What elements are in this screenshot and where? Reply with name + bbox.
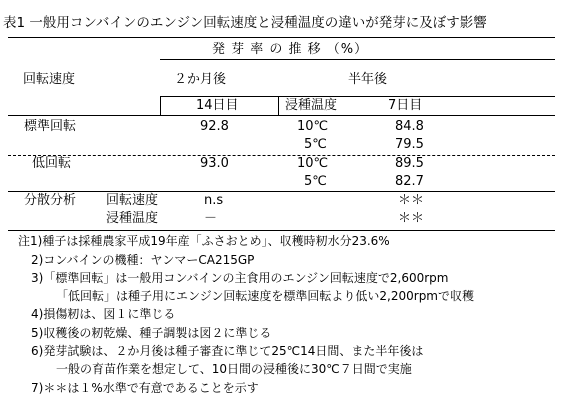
header-2months: ２か月後 <box>174 72 227 87</box>
rule-data-bottom <box>8 191 555 192</box>
anova-temp-14d: － <box>204 211 218 226</box>
rule-vertical-14d <box>160 96 161 116</box>
rule-top <box>8 37 555 38</box>
note-6-cont: 一般の育苗作業を想定して、10日間の浸種後に30℃７日間で実施 <box>56 362 412 376</box>
cell-low-temp1: 10℃ <box>297 156 329 171</box>
cell-standard-14d: 92.8 <box>200 119 229 134</box>
header-span: 発 芽 率 の 推 移 （%） <box>212 42 369 57</box>
header-7days: 7日目 <box>388 98 423 113</box>
anova-factor-temp: 浸種温度 <box>106 211 159 226</box>
note-1: 注1)種子は採種農家平成19年産「ふさおとめ」、収穫時籾水分23.6% <box>18 234 390 248</box>
rule-header-bottom <box>8 115 555 116</box>
anova-factor-rotation: 回転速度 <box>106 193 159 208</box>
note-7: 7)＊＊は１%水準で有意であることを示す <box>31 381 259 395</box>
note-3-cont: 「低回転」は種子用にエンジン回転速度を標準回転より低い2,200rpmで収穫 <box>56 289 474 303</box>
rule-table-bottom <box>8 230 555 231</box>
cell-standard-7d-1: 84.8 <box>395 119 424 134</box>
header-soak-temp: 浸種温度 <box>285 98 338 113</box>
note-5: 5)収穫後の籾乾燥、種子調製は図２に準じる <box>31 326 272 340</box>
cell-standard-temp1: 10℃ <box>297 119 329 134</box>
cell-standard-temp2: 5℃ <box>304 137 327 152</box>
rule-vertical-halfyear <box>278 96 279 116</box>
rule-row-divider <box>8 155 555 156</box>
table-title: 表1 一般用コンバインのエンジン回転速度と浸種温度の違いが発芽に及ぼす影響 <box>3 15 487 31</box>
header-rotation: 回転速度 <box>23 72 76 87</box>
anova-temp-7d: ＊＊ <box>398 211 425 226</box>
cell-low-14d: 93.0 <box>200 156 229 171</box>
rule-under-subhead <box>160 96 555 97</box>
header-14days: 14日目 <box>196 98 239 113</box>
cell-low-temp2: 5℃ <box>304 174 327 189</box>
note-3: 3)「標準回転」は一般用コンバインの主食用のエンジン回転速度で2,600rpm <box>31 271 449 285</box>
header-halfyear: 半年後 <box>348 72 388 87</box>
cell-low-7d-1: 89.5 <box>395 156 424 171</box>
row-label-standard: 標準回転 <box>24 119 77 134</box>
cell-standard-7d-2: 79.5 <box>395 137 424 152</box>
anova-rotation-14d: n.s <box>204 193 224 208</box>
note-4: 4)損傷籾は、図１に準じる <box>31 307 176 321</box>
note-6: 6)発芽試験は、２か月後は種子審査に準じて25℃14日間、また半年後は <box>31 344 424 358</box>
anova-rotation-7d: ＊＊ <box>398 193 425 208</box>
note-2: 2)コンバインの機種：ヤンマーCA215GP <box>31 253 255 267</box>
anova-label: 分散分析 <box>24 193 77 208</box>
row-label-low: 低回転 <box>32 156 72 171</box>
cell-low-7d-2: 82.7 <box>395 174 424 189</box>
rule-under-span <box>160 59 555 60</box>
